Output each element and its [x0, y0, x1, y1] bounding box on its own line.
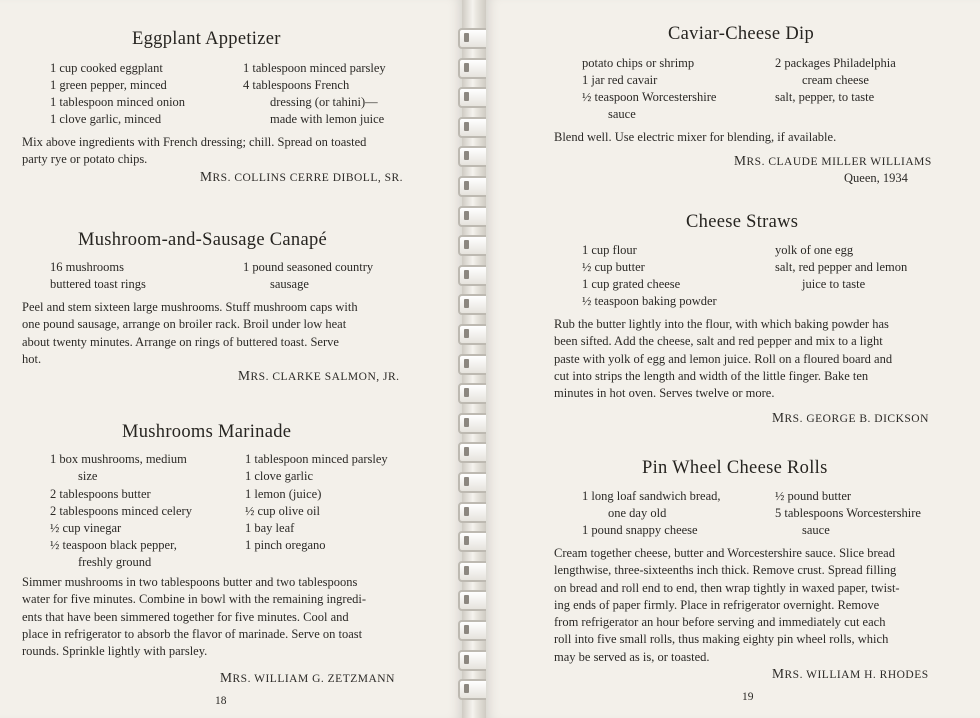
ingredient-line: 4 tablespoons French — [243, 78, 350, 92]
attribution-note: Queen, 1934 — [844, 171, 908, 185]
recipe-directions — [554, 129, 924, 146]
ingredient-line: 1 clove garlic, minced — [50, 112, 162, 126]
ingredient-line: ½ teaspoon black pepper, — [50, 538, 177, 552]
recipe-directions — [554, 316, 924, 402]
direction-line: minutes in hot oven. Serves twelve or more. — [554, 386, 775, 401]
direction-line: cut into strips the length and width of the little finger. Bake ten — [554, 368, 869, 383]
ingredient-line: yolk of one egg — [775, 243, 854, 257]
direction-line: party rye or potato chips. — [22, 152, 148, 167]
direction-line: Blend well. Use electric mixer for blending, if available. — [554, 130, 837, 144]
direction-line: roll into five small rolls, thus making eighty pin wheel rolls, which — [554, 632, 889, 647]
recipe-title: Pin Wheel Cheese Rolls — [642, 458, 828, 478]
ingredient-line: freshly ground — [78, 555, 152, 569]
ingredient-line: sauce — [802, 523, 830, 537]
ingredient-line: 1 pinch oregano — [245, 538, 326, 552]
recipe-directions — [22, 574, 382, 660]
recipe-attribution: MRS. GEORGE B. DICKSON — [772, 410, 929, 425]
recipe-attribution: MRS. WILLIAM G. ZETZMANN — [220, 670, 395, 685]
direction-line: Simmer mushrooms in two tablespoons butter and two tablespoons — [22, 575, 358, 589]
ingredient-line: ½ pound butter — [775, 489, 852, 503]
direction-line: been sifted. Add the cheese, salt and red pepper and mix to a light — [554, 334, 883, 349]
ingredient-line: 1 long loaf sandwich bread, — [582, 489, 721, 503]
ingredient-line: 1 tablespoon minced onion — [50, 95, 186, 109]
ingredient-line: sauce — [608, 107, 636, 121]
direction-line: paste with yolk of egg and lemon juice. Roll on a floured board and — [554, 351, 893, 366]
ingredient-line: 2 tablespoons minced celery — [50, 504, 192, 518]
ingredient-line: dressing (or tahini)— — [270, 95, 378, 109]
ingredient-line: 2 tablespoons butter — [50, 487, 151, 501]
direction-line: one pound sausage, arrange on broiler rack. Broil under low heat — [22, 317, 347, 332]
direction-line: Mix above ingredients with French dressing; chill. Spread on toasted — [22, 135, 367, 149]
ingredient-line: 1 bay leaf — [245, 521, 295, 535]
direction-line: rounds. Sprinkle lightly with parsley. — [22, 644, 208, 659]
ingredient-line: buttered toast rings — [50, 277, 146, 291]
ingredient-line: 1 clove garlic — [245, 469, 314, 483]
ingredient-line: 1 cup cooked eggplant — [50, 61, 163, 75]
ingredient-line: potato chips or shrimp — [582, 56, 695, 70]
recipe-attribution: MRS. WILLIAM H. RHODES — [772, 666, 929, 681]
direction-line: from refrigerator an hour before serving and immediately cut each — [554, 615, 886, 630]
direction-line: place in refrigerator to absorb the flavor of marinade. Serve on toast — [22, 626, 363, 641]
direction-line: about twenty minutes. Arrange on rings of buttered toast. Serve — [22, 334, 339, 349]
ingredient-line: ½ teaspoon Worcestershire — [582, 90, 717, 104]
direction-line: on bread and roll end to end, then wrap tightly in waxed paper, twist- — [554, 580, 900, 595]
ingredient-line: 1 jar red cavair — [582, 73, 658, 87]
recipe-title: Cheese Straws — [686, 212, 799, 232]
ingredient-line: salt, pepper, to taste — [775, 90, 875, 104]
ingredient-line: 5 tablespoons Worcestershire — [775, 506, 921, 520]
page-number: 18 — [215, 695, 227, 707]
ingredient-line: sausage — [270, 277, 309, 291]
recipe-attribution: MRS. CLARKE SALMON, JR. — [238, 368, 400, 383]
direction-line: Cream together cheese, butter and Worcestershire sauce. Slice bread — [554, 546, 895, 560]
ingredient-line: cream cheese — [802, 73, 869, 87]
ingredient-line: 2 packages Philadelphia — [775, 56, 896, 70]
direction-line: ing ends of paper firmly. Place in refrigerator overnight. Remove — [554, 597, 880, 612]
direction-line: water for five minutes. Combine in bowl with the remaining ingredi- — [22, 592, 367, 607]
ingredient-line: ½ cup butter — [582, 260, 645, 274]
ingredient-line: 16 mushrooms — [50, 260, 124, 274]
ingredient-line: 1 cup grated cheese — [582, 277, 681, 291]
page-number: 19 — [742, 691, 754, 703]
ingredient-line: ½ teaspoon baking powder — [582, 294, 717, 308]
ingredient-line: 1 green pepper, minced — [50, 78, 167, 92]
ingredient-line: 1 pound snappy cheese — [582, 523, 698, 537]
ingredient-line: 1 box mushrooms, medium — [50, 452, 187, 466]
ingredient-line: 1 lemon (juice) — [245, 487, 322, 501]
recipe-attribution: MRS. COLLINS CERRE DIBOLL, SR. — [200, 169, 404, 184]
direction-line: Peel and stem sixteen large mushrooms. Stuff mushroom caps with — [22, 300, 358, 314]
recipe-directions — [22, 299, 382, 368]
recipe-title: Mushrooms Marinade — [122, 422, 292, 442]
ingredient-line: juice to taste — [802, 277, 866, 291]
direction-line: hot. — [22, 351, 42, 366]
right-page — [486, 0, 980, 718]
recipe-title: Eggplant Appetizer — [132, 29, 281, 49]
recipe-directions — [554, 545, 936, 666]
ingredient-line: ½ cup olive oil — [245, 504, 320, 518]
ingredient-line: salt, red pepper and lemon — [775, 260, 908, 274]
ingredient-line: 1 tablespoon minced parsley — [243, 61, 386, 75]
recipe-attribution: MRS. CLAUDE MILLER WILLIAMS — [734, 153, 932, 168]
recipe-directions — [22, 134, 382, 169]
ingredient-line: 1 tablespoon minced parsley — [245, 452, 388, 466]
direction-line: may be served as is, or toasted. — [554, 649, 710, 664]
direction-line: ents that have been simmered together for five minutes. Cool and — [22, 609, 349, 624]
left-page — [0, 0, 462, 718]
ingredient-line: size — [78, 469, 98, 483]
ingredient-line: ½ cup vinegar — [50, 521, 122, 535]
direction-line: Rub the butter lightly into the flour, with which baking powder has — [554, 317, 889, 331]
recipe-title: Caviar-Cheese Dip — [668, 24, 814, 44]
ingredient-line: 1 pound seasoned country — [243, 260, 374, 274]
direction-line: lengthwise, three-sixteenths inch thick. Remove crust. Spread filling — [554, 563, 897, 578]
ingredient-line: one day old — [608, 506, 667, 520]
ingredient-line: 1 cup flour — [582, 243, 637, 257]
recipe-title: Mushroom-and-Sausage Canapé — [78, 230, 328, 250]
ingredient-line: made with lemon juice — [270, 112, 385, 126]
